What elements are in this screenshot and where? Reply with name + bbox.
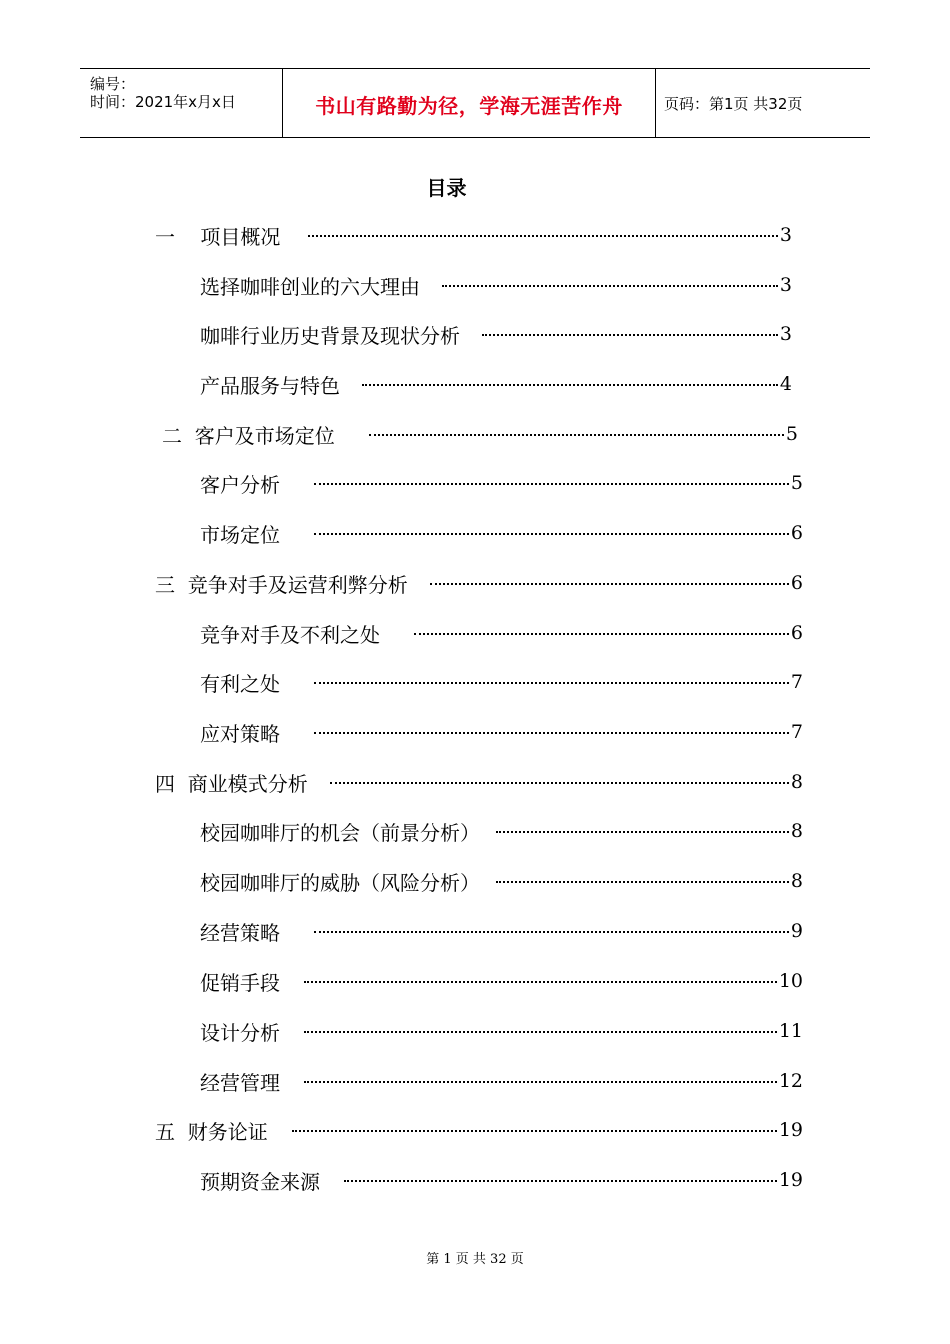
toc-entry[interactable] — [200, 270, 792, 300]
toc-leader-dots — [442, 285, 778, 287]
toc-entry[interactable] — [200, 717, 803, 747]
toc-leader-dots — [314, 533, 789, 535]
toc-entry-label: 校园咖啡厅的机会（前景分析） — [200, 820, 480, 845]
toc-entry-label: 市场定位 — [200, 522, 280, 547]
toc-entry[interactable] — [155, 568, 803, 598]
toc-entry-page: 8 — [790, 820, 803, 842]
toc-leader-dots — [308, 235, 777, 237]
toc-leader-dots — [496, 831, 789, 833]
toc-entry-page: 8 — [790, 870, 803, 892]
toc-entry-page: 5 — [785, 423, 798, 445]
toc-entry-page: 3 — [779, 224, 792, 246]
header-page-cell — [654, 69, 870, 137]
toc-entry[interactable] — [155, 767, 803, 797]
toc-entry-page: 7 — [790, 721, 803, 743]
toc-entry-page: 9 — [790, 920, 803, 942]
toc-leader-dots — [344, 1180, 777, 1182]
toc-entry-page: 6 — [790, 572, 803, 594]
toc-entry-page: 4 — [779, 373, 792, 395]
toc-leader-dots — [314, 483, 789, 485]
toc-entry[interactable] — [200, 816, 803, 846]
toc-entry[interactable] — [200, 1165, 803, 1195]
toc-entry-page: 12 — [778, 1070, 803, 1092]
toc-entry-page: 11 — [778, 1020, 803, 1042]
toc-entry[interactable] — [200, 319, 792, 349]
toc-entry-label: 经营策略 — [200, 920, 280, 945]
toc-entry-page: 19 — [778, 1169, 803, 1191]
toc-entry-label: 五 财务论证 — [155, 1119, 268, 1144]
toc-entry-page: 3 — [779, 323, 792, 345]
toc-entry-page: 6 — [790, 622, 803, 644]
toc-leader-dots — [369, 434, 784, 436]
toc-entry-label: 选择咖啡创业的六大理由 — [200, 274, 420, 299]
toc-entry-label: 产品服务与特色 — [200, 373, 340, 398]
header-meta-cell — [80, 69, 282, 137]
time-label: 时间：2021年x月x日 — [90, 93, 236, 111]
toc-entry-label: 四 商业模式分析 — [155, 771, 308, 796]
toc-entry-label: 经营管理 — [200, 1070, 280, 1095]
toc-leader-dots — [304, 1031, 777, 1033]
toc-leader-dots — [304, 1081, 777, 1083]
toc-entry-label: 有利之处 — [200, 671, 280, 696]
toc-entry-page: 10 — [778, 970, 803, 992]
toc-leader-dots — [304, 981, 777, 983]
document-header — [80, 68, 870, 138]
toc-entry[interactable] — [200, 518, 803, 548]
page-info: 页码：第1页 共32页 — [664, 95, 803, 113]
toc-entry[interactable] — [200, 866, 803, 896]
toc-entry-page: 7 — [790, 671, 803, 693]
toc-entry[interactable] — [200, 1066, 803, 1096]
toc-entry-page: 19 — [778, 1119, 803, 1141]
toc-entry[interactable] — [155, 1115, 803, 1145]
toc-leader-dots — [362, 384, 778, 386]
header-motto-cell — [282, 69, 656, 137]
toc-entry-label: 促销手段 — [200, 970, 280, 995]
toc-leader-dots — [414, 633, 789, 635]
toc-entry[interactable] — [162, 419, 798, 449]
toc-entry[interactable] — [155, 220, 792, 250]
toc-leader-dots — [330, 782, 789, 784]
toc-entry[interactable] — [200, 468, 803, 498]
toc-entry-label: 客户分析 — [200, 472, 280, 497]
toc-entry-label: 一 项目概况 — [155, 224, 281, 249]
motto-text: 书山有路勤为径，学海无涯苦作舟 — [315, 94, 623, 118]
toc-entry[interactable] — [200, 916, 803, 946]
toc-entry[interactable] — [200, 667, 803, 697]
toc-entry-label: 预期资金来源 — [200, 1169, 320, 1194]
toc-entry-label: 竞争对手及不利之处 — [200, 622, 380, 647]
toc-leader-dots — [496, 881, 789, 883]
toc-entry[interactable] — [200, 1016, 803, 1046]
toc-entry-label: 设计分析 — [200, 1020, 280, 1045]
page-footer: 第 1 页 共 32 页 — [426, 1252, 524, 1267]
toc-leader-dots — [314, 931, 789, 933]
toc-title: 目录 — [426, 176, 467, 200]
number-label: 编号： — [90, 75, 136, 93]
toc-leader-dots — [314, 682, 789, 684]
toc-leader-dots — [430, 583, 789, 585]
toc-entry-page: 3 — [779, 274, 792, 296]
toc-leader-dots — [314, 732, 789, 734]
toc-entry-label: 二 客户及市场定位 — [162, 423, 335, 448]
toc-entry[interactable] — [200, 369, 792, 399]
toc-leader-dots — [482, 334, 778, 336]
toc-entry-label: 三 竞争对手及运营利弊分析 — [155, 572, 408, 597]
toc-entry-label: 咖啡行业历史背景及现状分析 — [200, 323, 460, 348]
toc-entry-label: 应对策略 — [200, 721, 280, 746]
toc-entry-page: 8 — [790, 771, 803, 793]
toc-entry-label: 校园咖啡厅的威胁（风险分析） — [200, 870, 480, 895]
toc-entry[interactable] — [200, 618, 803, 648]
toc-entry-page: 5 — [790, 472, 803, 494]
toc-entry[interactable] — [200, 966, 803, 996]
toc-leader-dots — [292, 1130, 777, 1132]
toc-entry-page: 6 — [790, 522, 803, 544]
